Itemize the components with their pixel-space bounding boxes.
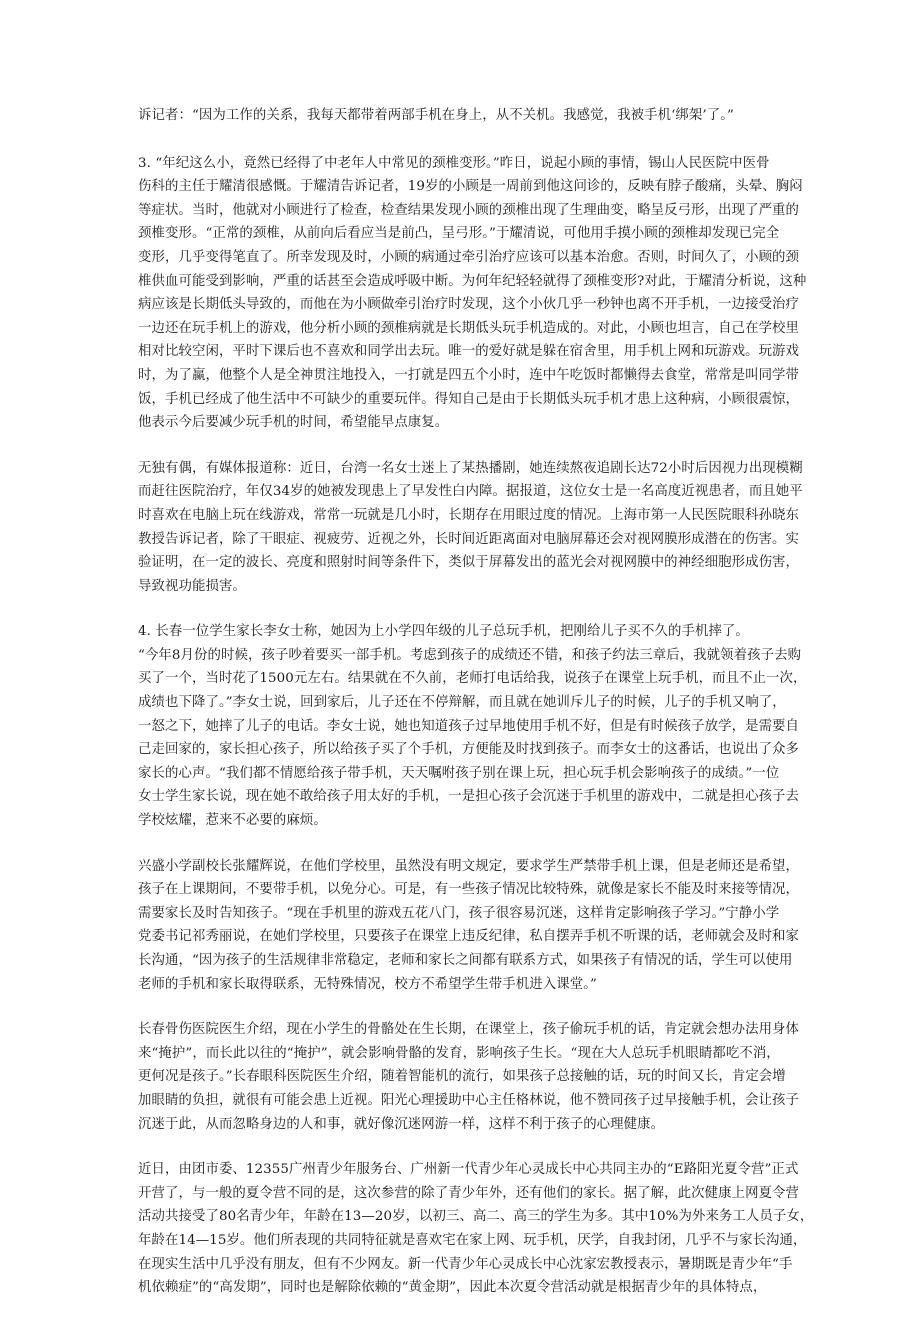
- text-line: 学校炫耀，惹来不必要的麻烦。: [138, 813, 327, 829]
- text-line: 机依赖症”的“高发期”，同时也是解除依赖的“黄金期”，因此本次夏令营活动就是根据青少年的具体特点，: [138, 1280, 767, 1296]
- text-line: 女士学生家长说，现在她不敢给孩子用太好的手机，一是担心孩子会沉迷于手机里的游戏中，二就是担心孩子去: [138, 789, 800, 805]
- text-line: 沉迷于此，从而忽略身边的人和事，就好像沉迷网游一样，这样不利于孩子的心理健康。: [138, 1116, 665, 1132]
- paragraph: [138, 855, 800, 997]
- document-body: [138, 104, 814, 1322]
- text-line: 相对比较空闲，平时下课后也不喜欢和同学出去玩。唯一的爱好就是躲在宿舍里，用手机上网和玩游戏。玩游戏: [138, 344, 800, 360]
- text-line: 导致视功能损害。: [138, 578, 246, 594]
- text-line: 长春骨伤医院医生介绍，现在小学生的骨骼处在生长期，在课堂上，孩子偷玩手机的话，肯定就会想办法用身体: [138, 1022, 800, 1038]
- text-line: 兴盛小学副校长张耀辉说，在他们学校里，虽然没有明文规定，要求学生严禁带手机上课，但是老师还是希望，: [138, 858, 800, 874]
- text-line: 饭，手机已经成了他生活中不可缺少的重要玩伴。得知自己是由于长期低头玩手机才患上这种病，小顾很震惊，: [138, 391, 800, 407]
- text-line: 4. 长春一位学生家长李女士称，她因为上小学四年级的儿子总玩手机，把刚给儿子买不久的手机摔了。: [138, 624, 749, 640]
- text-line: 年龄在14—15岁。他们所表现的共同特征就是喜欢宅在家上网、玩手机，厌学，自我封闭，几乎不与家长沟通，: [138, 1232, 807, 1248]
- paragraph: [138, 104, 788, 128]
- text-line: 来“掩护”，而长此以往的“掩护”，就会影响骨骼的发育，影响孩子生长。“现在大人总玩手机眼睛都吃不消，: [138, 1045, 780, 1061]
- text-line: 一怒之下，她摔了儿子的电话。李女士说，她也知道孩子过早地使用手机不好，但是有时候孩子放学，是需要自: [138, 718, 800, 734]
- text-line: 病应该是长期低头导致的，而他在为小顾做牵引治疗时发现，这个小伙几乎一秒钟也离不开手机，一边接受治疗: [138, 297, 800, 313]
- paragraph: [138, 1158, 814, 1300]
- text-line: 而赶往医院治疗，年仅34岁的她被发现患上了早发性白内障。据报道，这位女士是一名高度近视患者，而且她平: [138, 484, 803, 500]
- text-line: 诉记者：“因为工作的关系，我每天都带着两部手机在身上，从不关机。我感觉，我被手机‘绑架’了。”: [138, 108, 734, 123]
- text-line: 教授告诉记者，除了干眼症、视疲劳、近视之外，长时间近距离面对电脑屏幕还会对视网膜形成潜在的伤害。实: [138, 531, 800, 547]
- text-line: 孩子在上课期间，不要带手机，以免分心。可是，有一些孩子情况比较特殊，就像是家长不能及时来接等情况，: [138, 882, 800, 898]
- text-line: 活动共接受了80名青少年，年龄在13—20岁，以初三、高二、高三的学生为多。其中10%为外来务工人员子女，: [138, 1209, 814, 1225]
- text-line: 颈椎变形。“正常的颈椎，从前向后看应当是前凸，呈弓形。”于耀清说，可他用手摸小顾的颈椎却发现已完全: [138, 226, 780, 242]
- paragraph: [138, 1018, 800, 1136]
- paragraph: [138, 152, 807, 435]
- text-line: 党委书记祁秀丽说，在她们学校里，只要孩子在课堂上违反纪律，私自摆弄手机不听课的话，老师就会及时和家: [138, 929, 800, 945]
- text-line: 他表示今后要减少玩手机的时间，希望能早点康复。: [138, 415, 449, 431]
- text-line: 伤科的主任于耀清很感慨。于耀清告诉记者，19岁的小顾是一周前到他这问诊的，反映有脖子酸痛，头晕、胸闷: [138, 179, 803, 195]
- text-line: 一边还在玩手机上的游戏，他分析小顾的颈椎病就是长期低头玩手机造成的。对此，小顾也坦言，自己在学校里: [138, 320, 800, 336]
- text-line: 买了一个，当时花了1500元左右。结果就在不久前，老师打电话给我，说孩子在课堂上玩手机，而且不止一次，: [138, 671, 807, 687]
- text-line: 等症状。当时，他就对小顾进行了检查，检查结果发现小顾的颈椎出现了生理曲变，略呈反弓形，出现了严重的: [138, 202, 800, 218]
- text-line: 长沟通，“因为孩子的生活规律非常稳定，老师和家长之间都有联系方式，如果孩子有情况的话，学生可以使用: [138, 953, 793, 968]
- text-line: 时喜欢在电脑上玩在线游戏，常常一玩就是几小时，长期存在用眼过度的情况。上海市第一人民医院眼科孙晓东: [138, 507, 800, 523]
- text-line: 近日，由团市委、12355广州青少年服务台、广州新一代青少年心灵成长中心共同主办的“E路阳光夏令营”正式: [138, 1162, 799, 1178]
- text-line: 己走回家的，家长担心孩子，所以给孩子买了个手机，方便能及时找到孩子。而李女士的这番话，也说出了众多: [138, 742, 800, 758]
- text-line: 验证明，在一定的波长、亮度和照射时间等条件下，类似于屏幕发出的蓝光会对视网膜中的神经细胞形成伤害，: [138, 555, 800, 571]
- text-line: 更何况是孩子。”长春眼科医院医生介绍，随着智能机的流行，如果孩子总接触的话，玩的时间又长，肯定会增: [138, 1069, 786, 1085]
- text-line: 需要家长及时告知孩子。“现在手机里的游戏五花八门，孩子很容易沉迷，这样肯定影响孩子学习。”宁静小学: [138, 905, 780, 921]
- text-line: “今年8月份的时候，孩子吵着要买一部手机。考虑到孩子的成绩还不错，和孩子约法三章后，我就领着孩子去购: [138, 647, 802, 663]
- text-line: 开营了，与一般的夏令营不同的是，这次参营的除了青少年外，还有他们的家长。据了解，此次健康上网夏令营: [138, 1185, 800, 1201]
- text-line: 时，为了赢，他整个人是全神贯注地投入，一打就是四五个小时，连中午吃饭时都懒得去食堂，常常是叫同学带: [138, 367, 800, 383]
- text-line: 3. “年纪这么小，竟然已经得了中老年人中常见的颈椎变形。”昨日，说起小顾的事情，锡山人民医院中医骨: [138, 155, 770, 171]
- paragraph: [138, 620, 807, 832]
- text-line: 家长的心声。“我们都不情愿给孩子带手机，天天嘱咐孩子别在课上玩，担心玩手机会影响孩子的成绩。”一位: [138, 765, 780, 781]
- paragraph: [138, 457, 803, 599]
- text-line: 在现实生活中几乎没有朋友，但有不少网友。新一代青少年心灵成长中心沈家宏教授表示，暑期既是青少年“手: [138, 1256, 793, 1272]
- text-line: 成绩也下降了。”李女士说，回到家后，儿子还在不停辩解，而且就在她训斥儿子的时候，儿子的手机又响了，: [138, 695, 786, 711]
- text-line: 变形，几乎变得笔直了。所幸发现及时，小顾的病通过牵引治疗应该可以基本治愈。否则，时间久了，小顾的颈: [138, 249, 800, 265]
- text-line: 老师的手机和家长取得联系，无特殊情况，校方不希望学生带手机进入课堂。”: [138, 976, 597, 992]
- text-line: 无独有偶，有媒体报道称：近日，台湾一名女士迷上了某热播剧，她连续熬夜追剧长达72小时后因视力出现模糊: [138, 460, 803, 476]
- text-line: 椎供血可能受到影响，严重的话甚至会造成呼吸中断。为何年纪轻轻就得了颈椎变形?对此，于耀清分析说，这种: [138, 273, 807, 289]
- text-line: 加眼睛的负担，就很有可能会患上近视。阳光心理援助中心主任格林说，他不赞同孩子过早接触手机，会让孩子: [138, 1092, 800, 1108]
